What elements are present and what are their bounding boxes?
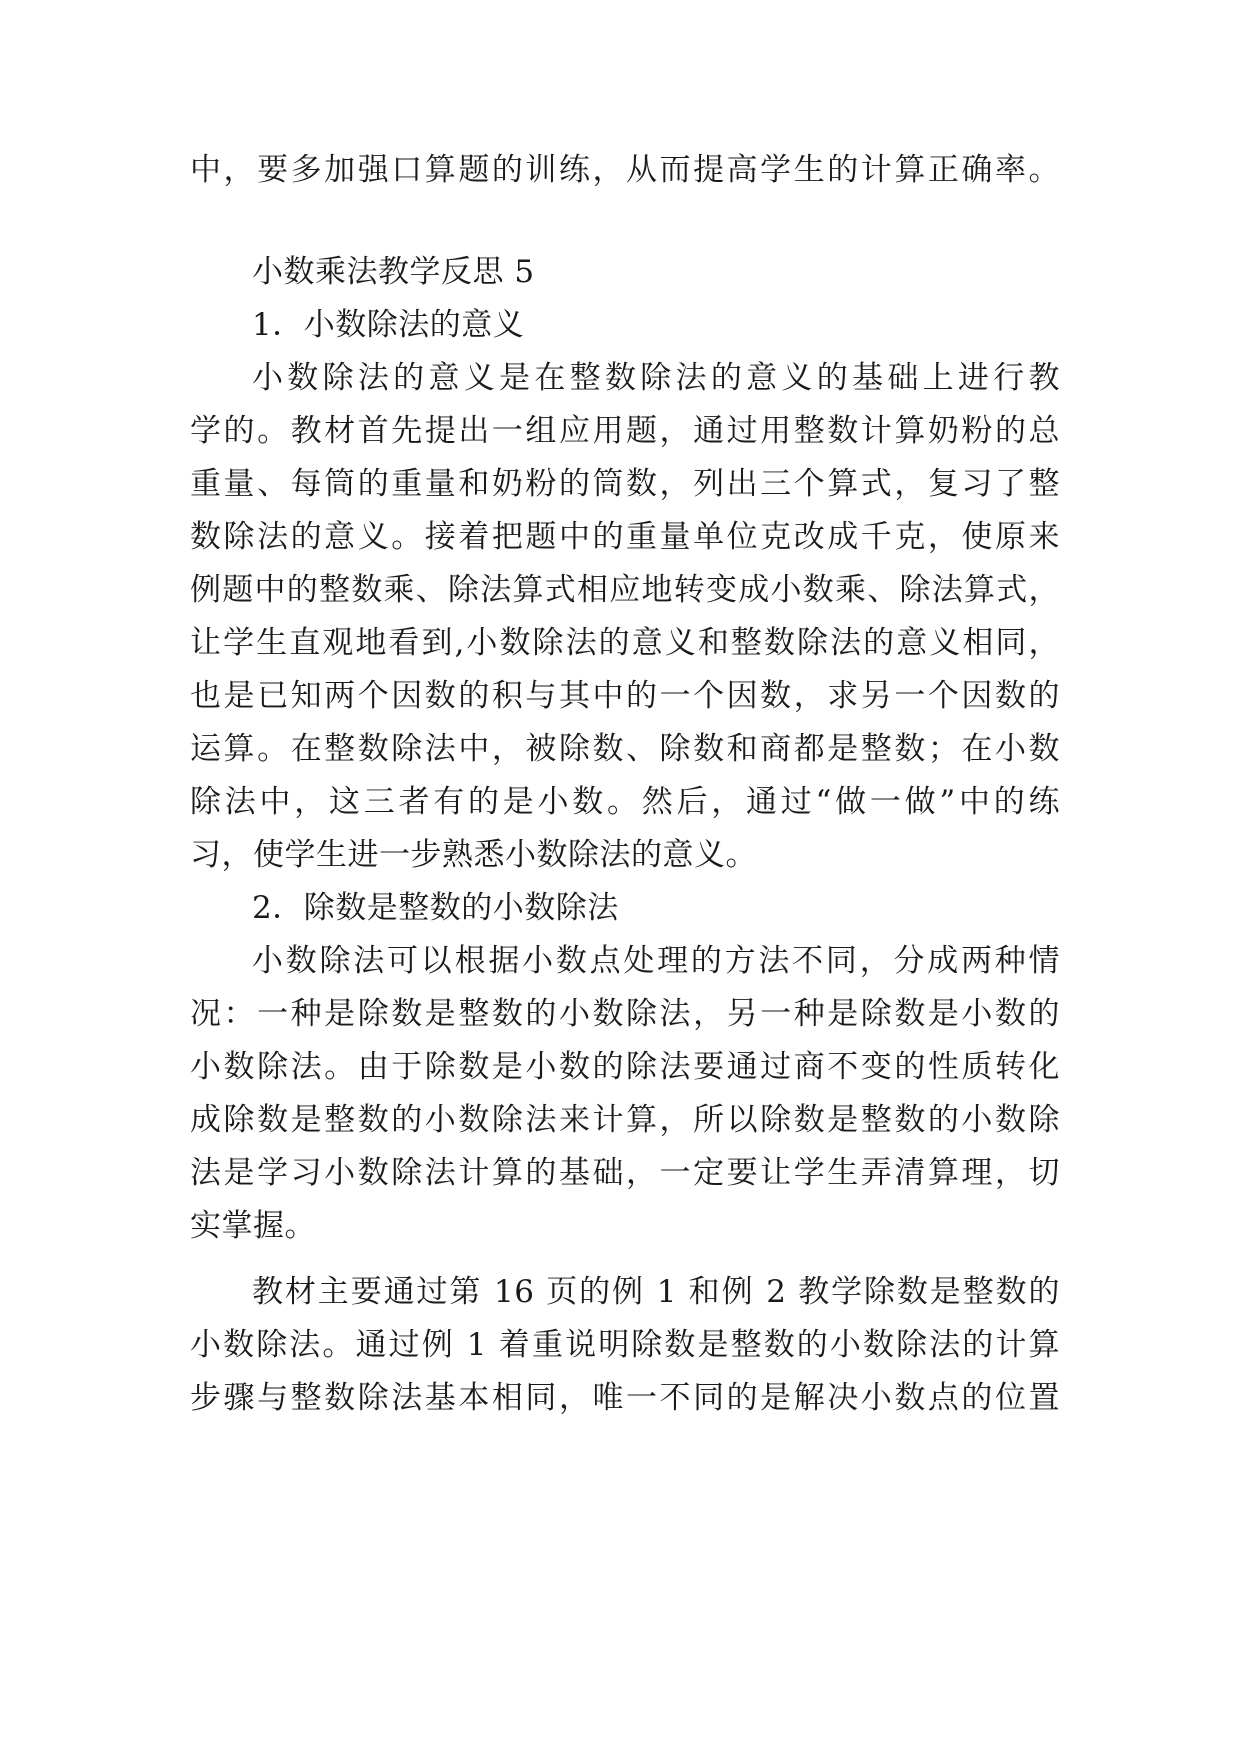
text-line: 小数除法。通过例 1 着重说明除数是整数的小数除法的计算 bbox=[190, 1327, 1060, 1363]
text-line: 小数除法的意义是在整数除法的意义的基础上进行教 bbox=[252, 360, 1060, 396]
text-line: 教材主要通过第 16 页的例 1 和例 2 教学除数是整数的 bbox=[252, 1274, 1060, 1310]
text-line: 重量、每筒的重量和奶粉的筒数，列出三个算式，复习了整 bbox=[190, 466, 1060, 502]
text-line: 况：一种是除数是整数的小数除法，另一种是除数是小数的 bbox=[190, 996, 1060, 1032]
text-line: 小数除法可以根据小数点处理的方法不同，分成两种情 bbox=[252, 943, 1060, 979]
section-title: 小数乘法教学反思 5 bbox=[252, 254, 535, 290]
text-line: 实掌握。 bbox=[190, 1208, 316, 1244]
text-line: 学的。教材首先提出一组应用题，通过用整数计算奶粉的总 bbox=[190, 413, 1060, 449]
text-line: 运算。在整数除法中，被除数、除数和商都是整数；在小数 bbox=[190, 731, 1060, 767]
text-line: 让学生直观地看到,小数除法的意义和整数除法的意义相同， bbox=[190, 625, 1060, 661]
text-line: 步骤与整数除法基本相同，唯一不同的是解决小数点的位置 bbox=[190, 1380, 1060, 1416]
text-line: 中，要多加强口算题的训练，从而提高学生的计算正确率。 bbox=[190, 152, 1060, 188]
text-line: 例题中的整数乘、除法算式相应地转变成小数乘、除法算式， bbox=[190, 572, 1060, 608]
text-line: 除法中，这三者有的是小数。然后，通过“做一做”中的练 bbox=[190, 784, 1060, 820]
subheading: 1．小数除法的意义 bbox=[252, 307, 525, 343]
text-line: 也是已知两个因数的积与其中的一个因数，求另一个因数的 bbox=[190, 678, 1060, 714]
text-line: 数除法的意义。接着把题中的重量单位克改成千克，使原来 bbox=[190, 519, 1060, 555]
text-line: 成除数是整数的小数除法来计算，所以除数是整数的小数除 bbox=[190, 1102, 1060, 1138]
text-line: 习，使学生进一步熟悉小数除法的意义。 bbox=[190, 837, 757, 873]
text-line: 小数除法。由于除数是小数的除法要通过商不变的性质转化 bbox=[190, 1049, 1060, 1085]
text-line: 法是学习小数除法计算的基础，一定要让学生弄清算理，切 bbox=[190, 1155, 1060, 1191]
subheading: 2．除数是整数的小数除法 bbox=[252, 890, 619, 926]
